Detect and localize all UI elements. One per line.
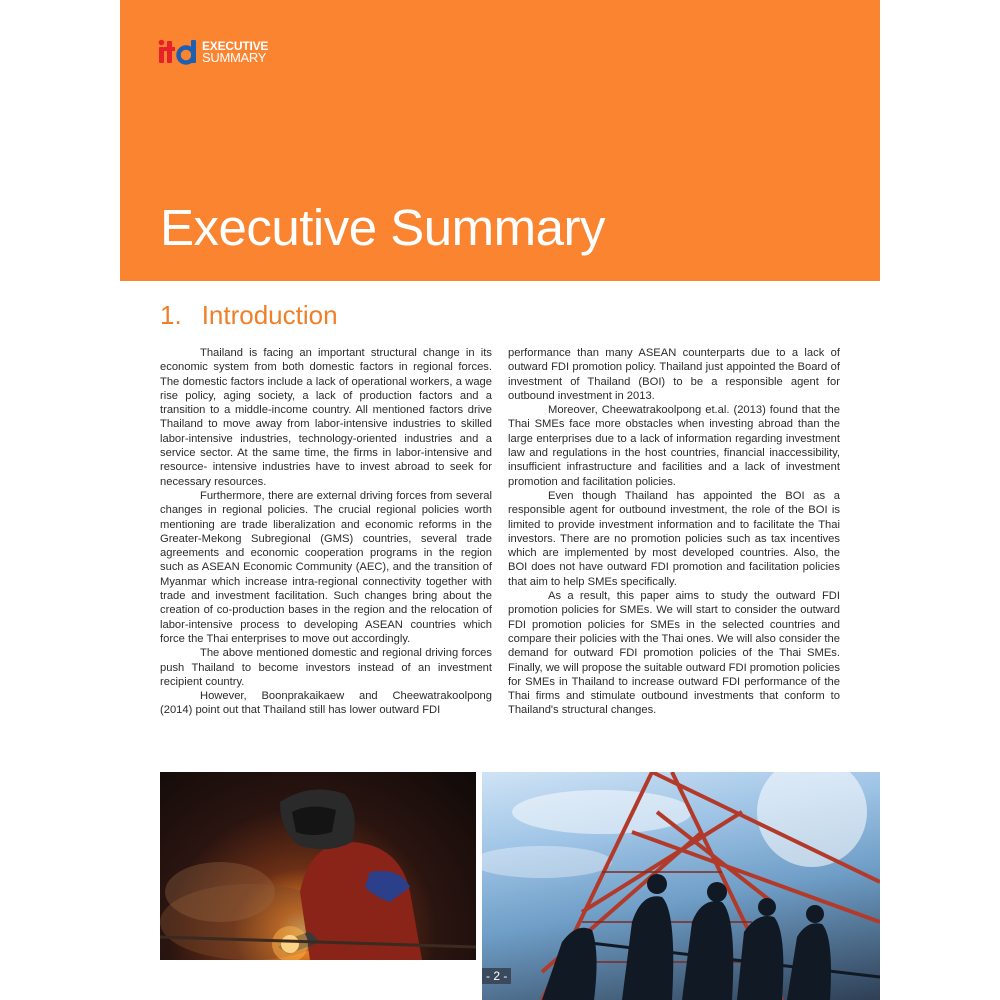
welder-photo	[160, 772, 476, 960]
paragraph: Even though Thailand has appointed the BOI as a responsible agent for outbound investment, the role of the BOI is limited to provide investment information and to facilitate the Thai investors. There are no promotion policies such as tax incentives which are implemented by most developed countries. Also, the BOI does not have outward FDI promotion and facilitation policies that aim to help SMEs specifically.	[508, 489, 840, 588]
brand-line-executive: EXECUTIVE	[202, 39, 269, 53]
brand-text	[202, 40, 268, 64]
text-column-left	[160, 346, 492, 718]
text-column-right	[508, 346, 840, 718]
paragraph: Moreover, Cheewatrakoolpong et.al. (2013) found that the Thai SMEs face more obstacles when investing abroad than the large enterprises due to a lack of information regarding investment law and regulations in the host countries, financial inaccessibility, insufficient infrastructure and facilities and a lack of investment promotion and facilitation policies.	[508, 404, 840, 488]
page-number: - 2 -	[482, 968, 511, 984]
power-pylon-photo	[482, 772, 880, 1000]
paragraph: performance than many ASEAN counterparts due to a lack of outward FDI promotion policy. Thailand just appointed the Board of investment of Thailand (BOI) to be a responsible agent for outbound investment in 2013.	[508, 347, 840, 402]
section-number: 1.	[160, 300, 182, 330]
paragraph: Thailand is facing an important structural change in its economic system from both domestic factors in regional forces. The domestic factors include a lack of operational workers, a wage rise policy, aging society, a lack of production factors and a transition to a middle-income country. All mentioned factors drive Thailand to move away from labor-intensive industries to skilled labor-intensive industries, technology-oriented industries and a service sector. At the same time, the firms in labor-intensive and resource- intensive industries have to invest abroad to seek for necessary resources.	[160, 347, 492, 488]
paragraph: As a result, this paper aims to study the outward FDI promotion policies for SMEs. We will start to consider the outward FDI promotion policies for SMEs in the selected countries and compare their policies with the Thai ones. We will also consider the demand for outward FDI promotion policies of the Thai SMEs. Finally, we will propose the suitable outward FDI promotion policies for SMEs in Thailand to increase outward FDI performance of the Thai firms and stimulate outbound investments that conform to Thailand's structural changes.	[508, 590, 840, 717]
paragraph: The above mentioned domestic and regional driving forces push Thailand to become investors instead of an investment recipient country.	[160, 647, 492, 688]
section-title: Introduction	[201, 300, 338, 330]
page-title: Executive Summary	[160, 199, 605, 256]
header-banner	[120, 0, 880, 281]
pylon-illustration	[482, 772, 880, 1000]
welder-illustration	[160, 772, 476, 960]
paragraph: However, Boonprakaikaew and Cheewatrakoolpong (2014) point out that Thailand still has lower outward FDI	[160, 690, 492, 717]
document-page	[120, 0, 880, 1000]
itd-logo-icon	[158, 38, 198, 66]
brand-block	[158, 38, 268, 66]
brand-line-summary: SUMMARY	[202, 50, 267, 65]
paragraph: Furthermore, there are external driving forces from several changes in regional policies. The crucial regional policies worth mentioning are trade liberalization and economic reforms in the Greater-Mekong Subregional (GMS) countries, several trade agreements and economic cooperation programs in the region such as ASEAN Economic Community (AEC), and the transition of Myanmar which increase intra-regional connectivity together with trade and investment facilitation. Such changes bring about the creation of co-production bases in the region and the relocation of labor-intensive process to developing ASEAN countries which force the Thai enterprises to move out accordingly.	[160, 489, 492, 645]
section-heading	[160, 300, 338, 331]
